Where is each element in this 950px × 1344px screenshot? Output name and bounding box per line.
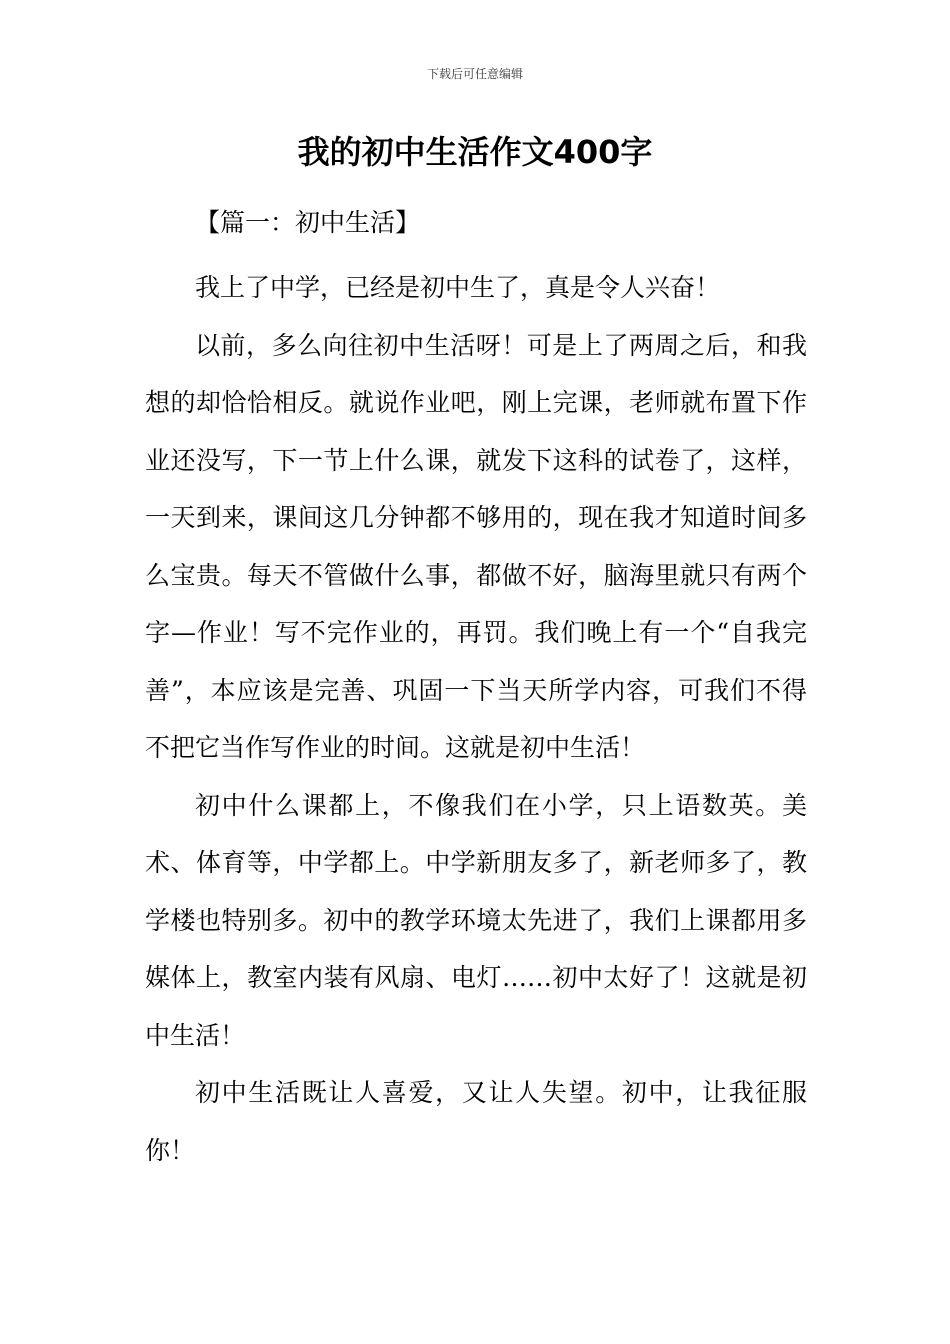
paragraph: 以前，多么向往初中生活呀！可是上了两周之后，和我想的却恰恰相反。就说作业吧，刚上完课，老师就布置下作业还没写，下一节上什么课，就发下这科的试卷了，这样，一天到来，课间这几分钟都不够用的，现在我才知道时间多么宝贵。每天不管做什么事，都做不好，脑海里就只有两个字—作业！写不完作业的，再罚。我们晚上有一个“自我完善”，本应该是完善、巩固一下当天所学内容，可我们不得不把它当作写作业的时间。这就是初中生活！ bbox=[145, 330, 807, 762]
paragraph: 初中生活既让人喜爱，又让人失望。初中，让我征服你！ bbox=[145, 1078, 807, 1165]
section-heading: 【篇一：初中生活】 bbox=[195, 208, 421, 237]
header-note: 下载后可任意编辑 bbox=[426, 67, 523, 81]
paragraph: 初中什么课都上，不像我们在小学，只上语数英。美术、体育等，中学都上。中学新朋友多了，新老师多了，教学楼也特别多。初中的教学环境太先进了，我们上课都用多媒体上，教室内装有风扇、电灯……初中太好了！这就是初中生活！ bbox=[145, 790, 807, 1050]
paragraph: 我上了中学，已经是初中生了，真是令人兴奋！ bbox=[195, 273, 721, 302]
document-body bbox=[145, 259, 807, 1179]
document-title: 我的初中生活作文400字 bbox=[297, 133, 653, 171]
